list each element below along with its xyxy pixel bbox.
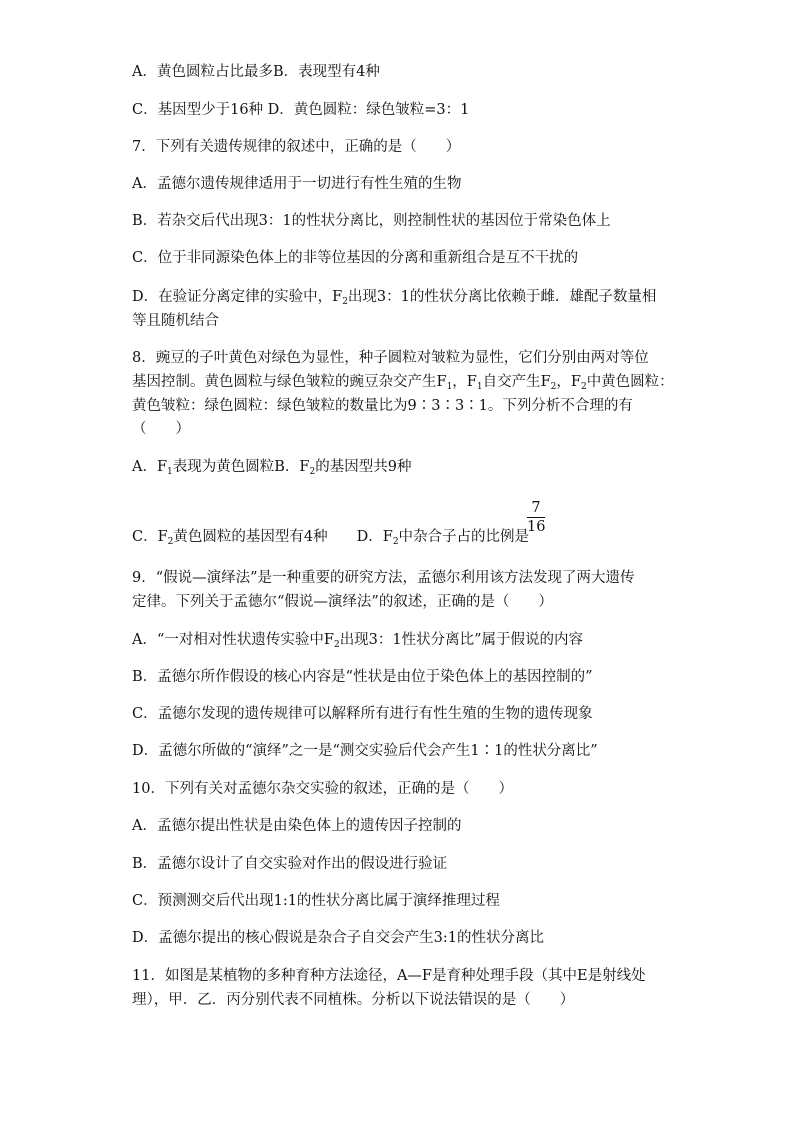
q7-stem: 7．下列有关遗传规律的叙述中，正确的是（ ） [132,139,461,155]
q10-option-c: C．预测测交后代出现1:1的性状分离比属于演绎推理过程 [132,893,500,909]
q11-stem-line2: 理），甲．乙．丙分别代表不同植株。分析以下说法错误的是（ ） [132,992,575,1008]
q9-option-c: C．孟德尔发现的遗传规律可以解释所有进行有性生殖的生物的遗传现象 [132,706,593,722]
q8-stem-line2: 基因控制。黄色圆粒与绿色皱粒的豌豆杂交产生$F_1$，$F_1$自交产生$F_2$，$F_2$中黄色圆粒： [132,374,674,392]
q6-options-cd: C．基因型少于16种 D．黄色圆粒：绿色皱粒=3：1 [132,102,470,118]
q9-option-d: D．孟德尔所做的“演绎”之一是“测交实验后代会产生1∶1的性状分离比” [132,743,598,759]
q7-option-d-cont: 等且随机结合 [132,313,219,329]
q7-option-d: D．在验证分离定律的实验中，$F_2$出现3：1的性状分离比依赖于雌．雄配子数量相 [132,289,657,307]
q8-stem-line3: 黄色皱粒：绿色圆粒：绿色皱粒的数量比为9∶3∶3∶1。下列分析不合理的有 [132,398,633,414]
q7-option-a: A．孟德尔遗传规律适用于一切进行有性生殖的生物 [132,176,462,192]
q8-stem-line4: （ ） [132,421,190,437]
q9-option-b: B．孟德尔所作假设的核心内容是“性状是由位于染色体上的基因控制的” [132,669,593,685]
q9-stem-line2: 定律。下列关于孟德尔“假说—演绎法”的叙述，正确的是（ ） [132,594,553,610]
q8-options-ab: A．$F_1$表现为黄色圆粒B．$F_2$的基因型共9种 [132,459,412,477]
fraction-seven-sixteenths: 7 16 [527,500,546,535]
q10-option-a: A．孟德尔提出性状是由染色体上的遗传因子控制的 [132,818,462,834]
q8-options-cd: C．$F_2$黄色圆粒的基因型有4种 D．$F_2$中杂合子占的比例是 [132,529,530,547]
q10-option-d: D．孟德尔提出的核心假说是杂合子自交会产生3:1的性状分离比 [132,930,544,946]
q9-stem-line1: 9．“假说—演绎法”是一种重要的研究方法，孟德尔利用该方法发现了两大遗传 [132,570,635,586]
q10-stem: 10．下列有关对孟德尔杂交实验的叙述，正确的是（ ） [132,781,513,797]
q8-stem-line1: 8．豌豆的子叶黄色对绿色为显性，种子圆粒对皱粒为显性，它们分别由两对等位 [132,350,649,366]
q7-option-b: B．若杂交后代出现3：1的性状分离比，则控制性状的基因位于常染色体上 [132,213,611,229]
q10-option-b: B．孟德尔设计了自交实验对作出的假设进行验证 [132,856,448,872]
q11-stem-line1: 11．如图是某植物的多种育种方法途径，A—F是育种处理手段（其中E是射线处 [132,968,646,984]
q9-option-a: A．“一对相对性状遗传实验中$F_2$出现3：1性状分离比”属于假说的内容 [132,632,584,650]
q7-option-c: C．位于非同源染色体上的非等位基因的分离和重新组合是互不干扰的 [132,250,579,266]
q6-options-ab: A．黄色圆粒占比最多B．表现型有4种 [132,64,380,80]
